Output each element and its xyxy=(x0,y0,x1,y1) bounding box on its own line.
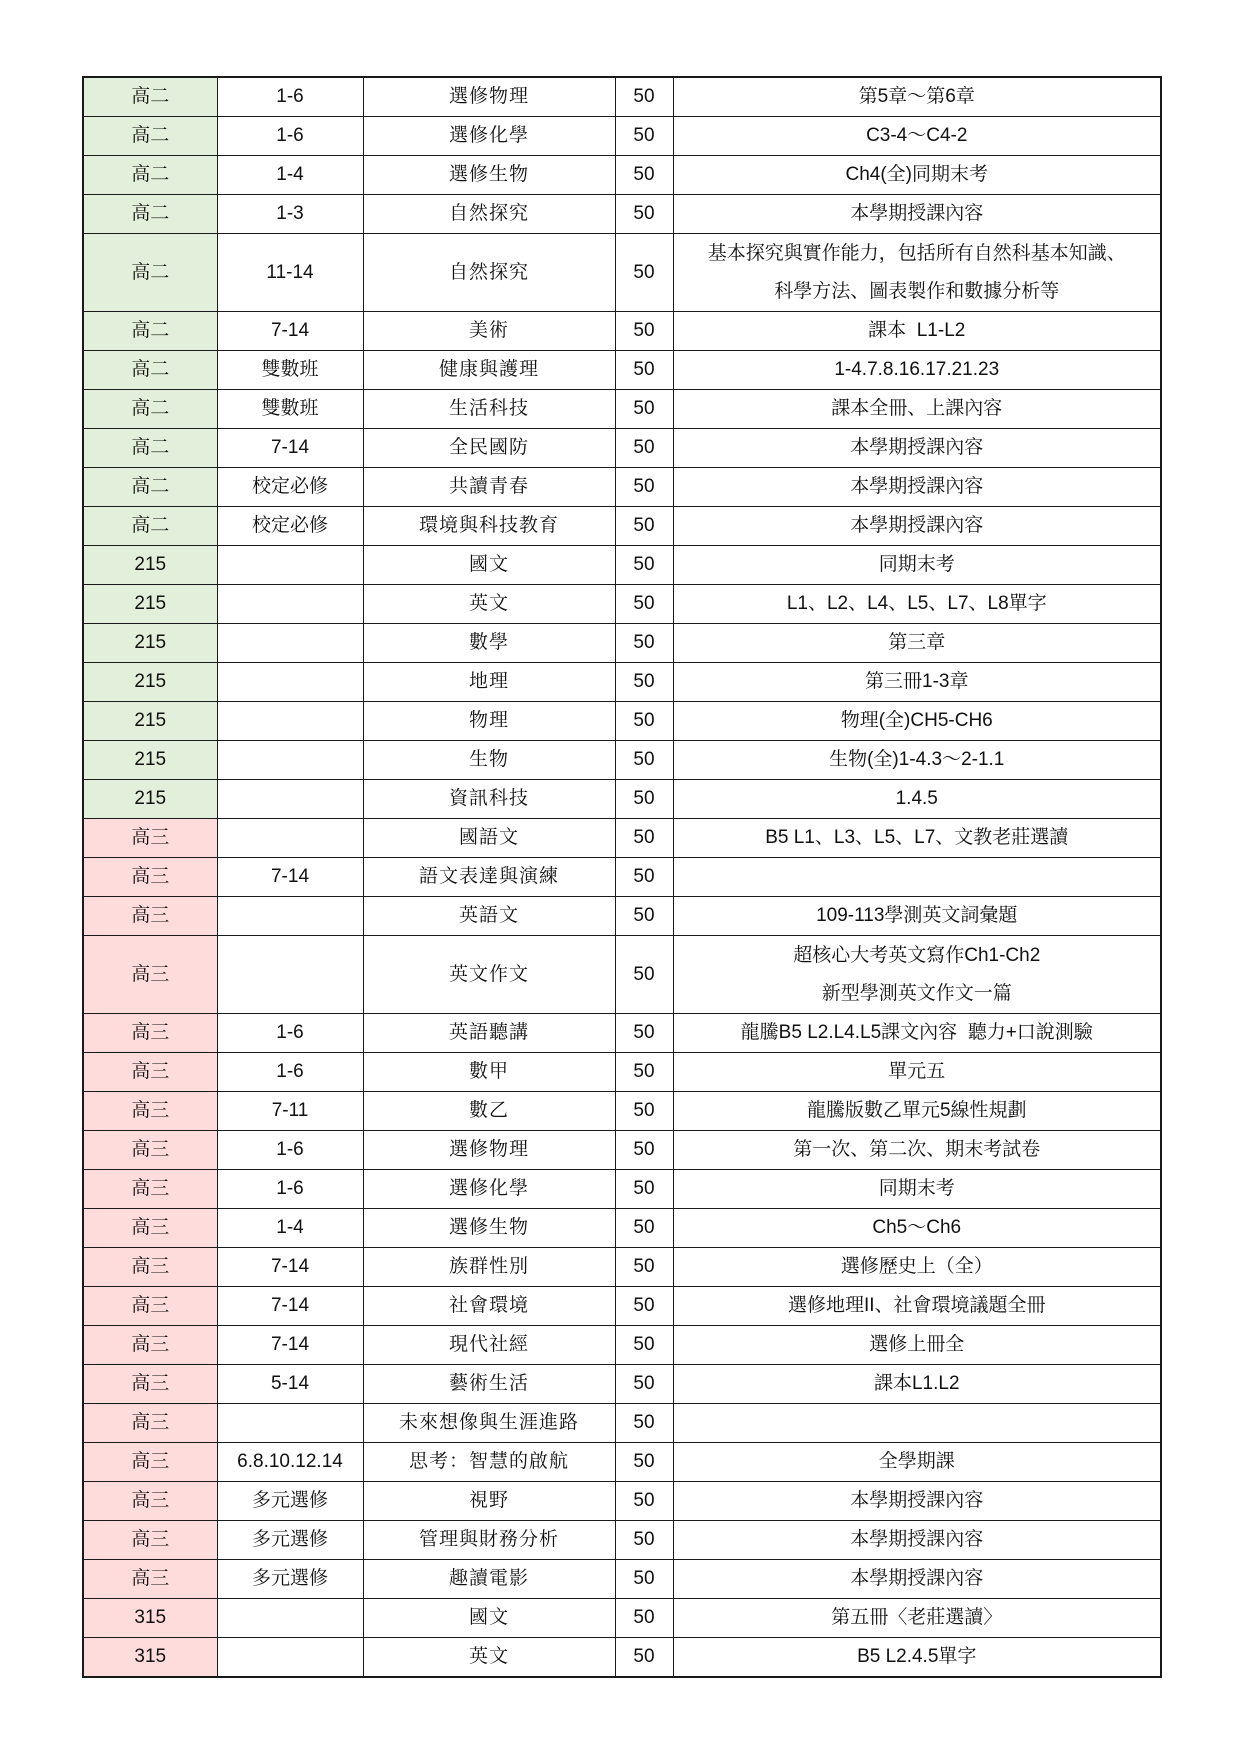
scope-cell xyxy=(673,936,1161,1014)
table-row xyxy=(83,741,1161,780)
scope-cell xyxy=(673,741,1161,780)
scope-cell xyxy=(673,1170,1161,1209)
minutes-cell: 50 xyxy=(615,780,673,819)
scope-line: 超核心大考英文寫作Ch1-Ch2 xyxy=(793,944,1041,966)
class-range-cell xyxy=(217,702,363,741)
scope-line: 課本 L1-L2 xyxy=(868,320,966,341)
scope-cell xyxy=(673,156,1161,195)
scope-cell xyxy=(673,1599,1161,1638)
class-range-cell: 1-6 xyxy=(217,1170,363,1209)
subject-cell: 自然探究 xyxy=(363,234,615,312)
grade-cell: 高三 xyxy=(83,1404,217,1443)
scope-cell xyxy=(673,390,1161,429)
minutes-cell: 50 xyxy=(615,1131,673,1170)
subject-cell: 生物 xyxy=(363,741,615,780)
scope-line: 第三章 xyxy=(888,632,946,653)
scope-line: 109-113學測英文詞彙題 xyxy=(816,905,1018,926)
table-row xyxy=(83,390,1161,429)
scope-cell xyxy=(673,1287,1161,1326)
class-range-cell: 11-14 xyxy=(217,234,363,312)
subject-cell: 英文 xyxy=(363,585,615,624)
subject-cell: 英文 xyxy=(363,1638,615,1678)
table-row xyxy=(83,507,1161,546)
grade-cell: 高三 xyxy=(83,858,217,897)
class-range-cell xyxy=(217,1599,363,1638)
table-row xyxy=(83,780,1161,819)
minutes-cell: 50 xyxy=(615,1092,673,1131)
grade-cell: 高三 xyxy=(83,1248,217,1287)
scope-line: 第三冊1-3章 xyxy=(865,671,969,692)
table-row xyxy=(83,1053,1161,1092)
minutes-cell: 50 xyxy=(615,507,673,546)
grade-cell: 高三 xyxy=(83,1014,217,1053)
subject-cell: 族群性別 xyxy=(363,1248,615,1287)
grade-cell: 高三 xyxy=(83,1053,217,1092)
scope-cell xyxy=(673,351,1161,390)
scope-cell xyxy=(673,117,1161,156)
class-range-cell: 7-14 xyxy=(217,429,363,468)
subject-cell: 國文 xyxy=(363,1599,615,1638)
class-range-cell: 1-6 xyxy=(217,1014,363,1053)
scope-line: 1.4.5 xyxy=(895,788,938,809)
table-row xyxy=(83,1443,1161,1482)
subject-cell: 環境與科技教育 xyxy=(363,507,615,546)
table-row xyxy=(83,234,1161,312)
minutes-cell: 50 xyxy=(615,195,673,234)
minutes-cell: 50 xyxy=(615,546,673,585)
grade-cell: 高二 xyxy=(83,351,217,390)
table-body xyxy=(83,77,1161,1677)
scope-line: 課本L1.L2 xyxy=(873,1373,960,1394)
grade-cell: 215 xyxy=(83,624,217,663)
grade-cell: 高二 xyxy=(83,390,217,429)
class-range-cell: 7-14 xyxy=(217,1248,363,1287)
scope-cell xyxy=(673,234,1161,312)
minutes-cell: 50 xyxy=(615,624,673,663)
grade-cell: 高三 xyxy=(83,1521,217,1560)
grade-cell: 高二 xyxy=(83,234,217,312)
class-range-cell xyxy=(217,936,363,1014)
grade-cell: 高二 xyxy=(83,117,217,156)
class-range-cell xyxy=(217,741,363,780)
grade-cell: 高二 xyxy=(83,507,217,546)
minutes-cell: 50 xyxy=(615,1170,673,1209)
scope-line: B5 L2.4.5單字 xyxy=(857,1646,977,1667)
minutes-cell: 50 xyxy=(615,117,673,156)
scope-cell xyxy=(673,780,1161,819)
scope-cell xyxy=(673,77,1161,117)
table-row xyxy=(83,1248,1161,1287)
minutes-cell: 50 xyxy=(615,1482,673,1521)
grade-cell: 高二 xyxy=(83,468,217,507)
minutes-cell: 50 xyxy=(615,156,673,195)
grade-cell: 高二 xyxy=(83,156,217,195)
minutes-cell: 50 xyxy=(615,1287,673,1326)
class-range-cell: 1-3 xyxy=(217,195,363,234)
scope-cell xyxy=(673,1092,1161,1131)
table-row xyxy=(83,195,1161,234)
grade-cell: 高二 xyxy=(83,77,217,117)
minutes-cell: 50 xyxy=(615,1404,673,1443)
minutes-cell: 50 xyxy=(615,312,673,351)
scope-line: 第5章～第6章 xyxy=(858,86,975,107)
class-range-cell xyxy=(217,897,363,936)
scope-line: 本學期授課內容 xyxy=(850,1568,984,1589)
class-range-cell xyxy=(217,780,363,819)
scope-line: Ch4(全)同期末考 xyxy=(845,164,988,185)
grade-cell: 高三 xyxy=(83,1560,217,1599)
scope-cell xyxy=(673,663,1161,702)
scope-cell xyxy=(673,1209,1161,1248)
minutes-cell: 50 xyxy=(615,1599,673,1638)
class-range-cell xyxy=(217,663,363,702)
minutes-cell: 50 xyxy=(615,819,673,858)
subject-cell: 英語聽講 xyxy=(363,1014,615,1053)
class-range-cell: 多元選修 xyxy=(217,1560,363,1599)
grade-cell: 高三 xyxy=(83,897,217,936)
subject-cell: 數學 xyxy=(363,624,615,663)
table-row xyxy=(83,624,1161,663)
class-range-cell: 雙數班 xyxy=(217,390,363,429)
scope-cell xyxy=(673,312,1161,351)
class-range-cell: 1-6 xyxy=(217,1131,363,1170)
grade-cell: 高三 xyxy=(83,1131,217,1170)
subject-cell: 生活科技 xyxy=(363,390,615,429)
class-range-cell xyxy=(217,546,363,585)
scope-line: B5 L1、L3、L5、L7、文教老莊選讀 xyxy=(765,827,1069,848)
scope-line: L1、L2、L4、L5、L7、L8單字 xyxy=(786,593,1047,614)
table-row xyxy=(83,585,1161,624)
subject-cell: 英文作文 xyxy=(363,936,615,1014)
scope-line: 第一次、第二次、期末考試卷 xyxy=(793,1139,1041,1160)
subject-cell: 趣讀電影 xyxy=(363,1560,615,1599)
subject-cell: 英語文 xyxy=(363,897,615,936)
grade-cell: 高三 xyxy=(83,1482,217,1521)
table-row xyxy=(83,156,1161,195)
scope-cell xyxy=(673,1443,1161,1482)
grade-cell: 高三 xyxy=(83,936,217,1014)
subject-cell: 美術 xyxy=(363,312,615,351)
class-range-cell: 1-6 xyxy=(217,1053,363,1092)
scope-cell xyxy=(673,1521,1161,1560)
table-row xyxy=(83,819,1161,858)
class-range-cell: 校定必修 xyxy=(217,507,363,546)
class-range-cell: 1-6 xyxy=(217,77,363,117)
scope-line: 科學方法、圖表製作和數據分析等 xyxy=(774,280,1060,302)
scope-cell xyxy=(673,897,1161,936)
class-range-cell xyxy=(217,1638,363,1678)
scope-cell xyxy=(673,1365,1161,1404)
scope-cell xyxy=(673,1053,1161,1092)
table-row xyxy=(83,1638,1161,1678)
grade-cell: 215 xyxy=(83,702,217,741)
scope-line: 選修地理II、社會環境議題全冊 xyxy=(787,1295,1046,1316)
subject-cell: 共讀青春 xyxy=(363,468,615,507)
table-row xyxy=(83,1131,1161,1170)
class-range-cell: 7-11 xyxy=(217,1092,363,1131)
scope-line: 本學期授課內容 xyxy=(850,1490,984,1511)
grade-cell: 315 xyxy=(83,1638,217,1678)
minutes-cell: 50 xyxy=(615,897,673,936)
scope-line: 同期末考 xyxy=(878,554,955,575)
scope-cell xyxy=(673,429,1161,468)
table-row xyxy=(83,312,1161,351)
subject-cell: 選修化學 xyxy=(363,1170,615,1209)
scope-line: 選修上冊全 xyxy=(869,1334,965,1355)
grade-cell: 215 xyxy=(83,741,217,780)
class-range-cell: 7-14 xyxy=(217,312,363,351)
table-row xyxy=(83,1365,1161,1404)
subject-cell: 選修生物 xyxy=(363,1209,615,1248)
scope-line: 本學期授課內容 xyxy=(850,515,984,536)
scope-cell xyxy=(673,468,1161,507)
scope-cell xyxy=(673,1248,1161,1287)
scope-cell xyxy=(673,702,1161,741)
scope-cell xyxy=(673,507,1161,546)
table-row xyxy=(83,936,1161,1014)
grade-cell: 高三 xyxy=(83,1443,217,1482)
subject-cell: 全民國防 xyxy=(363,429,615,468)
subject-cell: 選修化學 xyxy=(363,117,615,156)
class-range-cell: 7-14 xyxy=(217,858,363,897)
scope-line: 本學期授課內容 xyxy=(850,1529,984,1550)
subject-cell: 物理 xyxy=(363,702,615,741)
minutes-cell: 50 xyxy=(615,1443,673,1482)
scope-cell xyxy=(673,624,1161,663)
subject-cell: 未來想像與生涯進路 xyxy=(363,1404,615,1443)
grade-cell: 215 xyxy=(83,663,217,702)
scope-line: 本學期授課內容 xyxy=(850,437,984,458)
grade-cell: 高二 xyxy=(83,195,217,234)
scope-cell xyxy=(673,1131,1161,1170)
table-row xyxy=(83,351,1161,390)
minutes-cell: 50 xyxy=(615,77,673,117)
subject-cell: 數甲 xyxy=(363,1053,615,1092)
table-row xyxy=(83,117,1161,156)
table-row xyxy=(83,702,1161,741)
table-row xyxy=(83,1209,1161,1248)
minutes-cell: 50 xyxy=(615,1326,673,1365)
scope-line: 本學期授課內容 xyxy=(850,203,984,224)
subject-cell: 語文表達與演練 xyxy=(363,858,615,897)
subject-cell: 藝術生活 xyxy=(363,1365,615,1404)
class-range-cell xyxy=(217,624,363,663)
subject-cell: 視野 xyxy=(363,1482,615,1521)
scope-line: 生物(全)1-4.3～2-1.1 xyxy=(829,749,1005,770)
scope-line: 龍騰B5 L2.L4.L5課文內容 聽力+口說測驗 xyxy=(740,1022,1093,1043)
table-row xyxy=(83,858,1161,897)
grade-cell: 高三 xyxy=(83,1287,217,1326)
scope-line: 第五冊〈老莊選讀〉 xyxy=(831,1607,1003,1628)
table-row xyxy=(83,897,1161,936)
scope-line: 本學期授課內容 xyxy=(850,476,984,497)
class-range-cell: 1-4 xyxy=(217,156,363,195)
scope-cell xyxy=(673,1560,1161,1599)
grade-cell: 高二 xyxy=(83,429,217,468)
class-range-cell: 5-14 xyxy=(217,1365,363,1404)
minutes-cell: 50 xyxy=(615,702,673,741)
subject-cell: 現代社經 xyxy=(363,1326,615,1365)
minutes-cell: 50 xyxy=(615,234,673,312)
scope-cell xyxy=(673,1014,1161,1053)
minutes-cell: 50 xyxy=(615,1053,673,1092)
minutes-cell: 50 xyxy=(615,858,673,897)
scope-cell xyxy=(673,1326,1161,1365)
scope-line: 1-4.7.8.16.17.21.23 xyxy=(834,359,1000,380)
class-range-cell: 7-14 xyxy=(217,1287,363,1326)
class-range-cell xyxy=(217,585,363,624)
table-row xyxy=(83,663,1161,702)
minutes-cell: 50 xyxy=(615,936,673,1014)
minutes-cell: 50 xyxy=(615,429,673,468)
class-range-cell: 多元選修 xyxy=(217,1482,363,1521)
table-row xyxy=(83,1092,1161,1131)
scope-cell xyxy=(673,819,1161,858)
scope-cell xyxy=(673,1482,1161,1521)
minutes-cell: 50 xyxy=(615,1365,673,1404)
table-row xyxy=(83,1599,1161,1638)
subject-cell: 自然探究 xyxy=(363,195,615,234)
subject-cell: 選修生物 xyxy=(363,156,615,195)
grade-cell: 高三 xyxy=(83,1326,217,1365)
grade-cell: 215 xyxy=(83,585,217,624)
minutes-cell: 50 xyxy=(615,1638,673,1678)
minutes-cell: 50 xyxy=(615,585,673,624)
minutes-cell: 50 xyxy=(615,1209,673,1248)
scope-line: 新型學測英文作文一篇 xyxy=(821,982,1012,1004)
scope-line: 課本全冊、上課內容 xyxy=(831,398,1003,419)
scope-cell xyxy=(673,858,1161,897)
minutes-cell: 50 xyxy=(615,1521,673,1560)
scope-line: Ch5～Ch6 xyxy=(872,1217,962,1238)
scope-cell xyxy=(673,1638,1161,1678)
scope-line: C3-4～C4-2 xyxy=(866,125,968,146)
table-row xyxy=(83,1170,1161,1209)
subject-cell: 健康與護理 xyxy=(363,351,615,390)
scope-line: 單元五 xyxy=(888,1061,946,1082)
table-row xyxy=(83,1482,1161,1521)
subject-cell: 管理與財務分析 xyxy=(363,1521,615,1560)
class-range-cell: 6.8.10.12.14 xyxy=(217,1443,363,1482)
table-row xyxy=(83,468,1161,507)
grade-cell: 215 xyxy=(83,780,217,819)
scope-cell xyxy=(673,585,1161,624)
scope-cell xyxy=(673,195,1161,234)
subject-cell: 地理 xyxy=(363,663,615,702)
minutes-cell: 50 xyxy=(615,390,673,429)
subject-cell: 思考：智慧的啟航 xyxy=(363,1443,615,1482)
subject-cell: 國文 xyxy=(363,546,615,585)
table-row xyxy=(83,429,1161,468)
class-range-cell xyxy=(217,1404,363,1443)
class-range-cell: 雙數班 xyxy=(217,351,363,390)
subject-cell: 社會環境 xyxy=(363,1287,615,1326)
grade-cell: 高三 xyxy=(83,1365,217,1404)
table-row xyxy=(83,77,1161,117)
exam-scope-sheet xyxy=(82,76,1160,1678)
minutes-cell: 50 xyxy=(615,741,673,780)
table-row xyxy=(83,546,1161,585)
class-range-cell: 1-6 xyxy=(217,117,363,156)
scope-line: 基本探究與實作能力，包括所有自然科基本知識、 xyxy=(707,242,1126,264)
table-row xyxy=(83,1014,1161,1053)
subject-cell: 國語文 xyxy=(363,819,615,858)
table-row xyxy=(83,1287,1161,1326)
minutes-cell: 50 xyxy=(615,1014,673,1053)
minutes-cell: 50 xyxy=(615,351,673,390)
grade-cell: 215 xyxy=(83,546,217,585)
subject-cell: 選修物理 xyxy=(363,77,615,117)
minutes-cell: 50 xyxy=(615,1560,673,1599)
class-range-cell: 1-4 xyxy=(217,1209,363,1248)
grade-cell: 高三 xyxy=(83,819,217,858)
table-row xyxy=(83,1560,1161,1599)
class-range-cell: 多元選修 xyxy=(217,1521,363,1560)
table-row xyxy=(83,1404,1161,1443)
grade-cell: 高二 xyxy=(83,312,217,351)
class-range-cell xyxy=(217,819,363,858)
class-range-cell: 7-14 xyxy=(217,1326,363,1365)
grade-cell: 高三 xyxy=(83,1170,217,1209)
scope-line: 物理(全)CH5-CH6 xyxy=(840,710,993,731)
grade-cell: 315 xyxy=(83,1599,217,1638)
minutes-cell: 50 xyxy=(615,663,673,702)
scope-cell xyxy=(673,546,1161,585)
scope-line: 龍騰版數乙單元5線性規劃 xyxy=(806,1100,1027,1121)
scope-line: 全學期課 xyxy=(878,1451,955,1472)
class-range-cell: 校定必修 xyxy=(217,468,363,507)
grade-cell: 高三 xyxy=(83,1209,217,1248)
exam-scope-table xyxy=(82,76,1162,1678)
subject-cell: 數乙 xyxy=(363,1092,615,1131)
grade-cell: 高三 xyxy=(83,1092,217,1131)
scope-line: 選修歷史上（全） xyxy=(840,1256,993,1277)
table-row xyxy=(83,1326,1161,1365)
subject-cell: 資訊科技 xyxy=(363,780,615,819)
minutes-cell: 50 xyxy=(615,468,673,507)
table-row xyxy=(83,1521,1161,1560)
subject-cell: 選修物理 xyxy=(363,1131,615,1170)
scope-cell xyxy=(673,1404,1161,1443)
minutes-cell: 50 xyxy=(615,1248,673,1287)
scope-line: 同期末考 xyxy=(878,1178,955,1199)
